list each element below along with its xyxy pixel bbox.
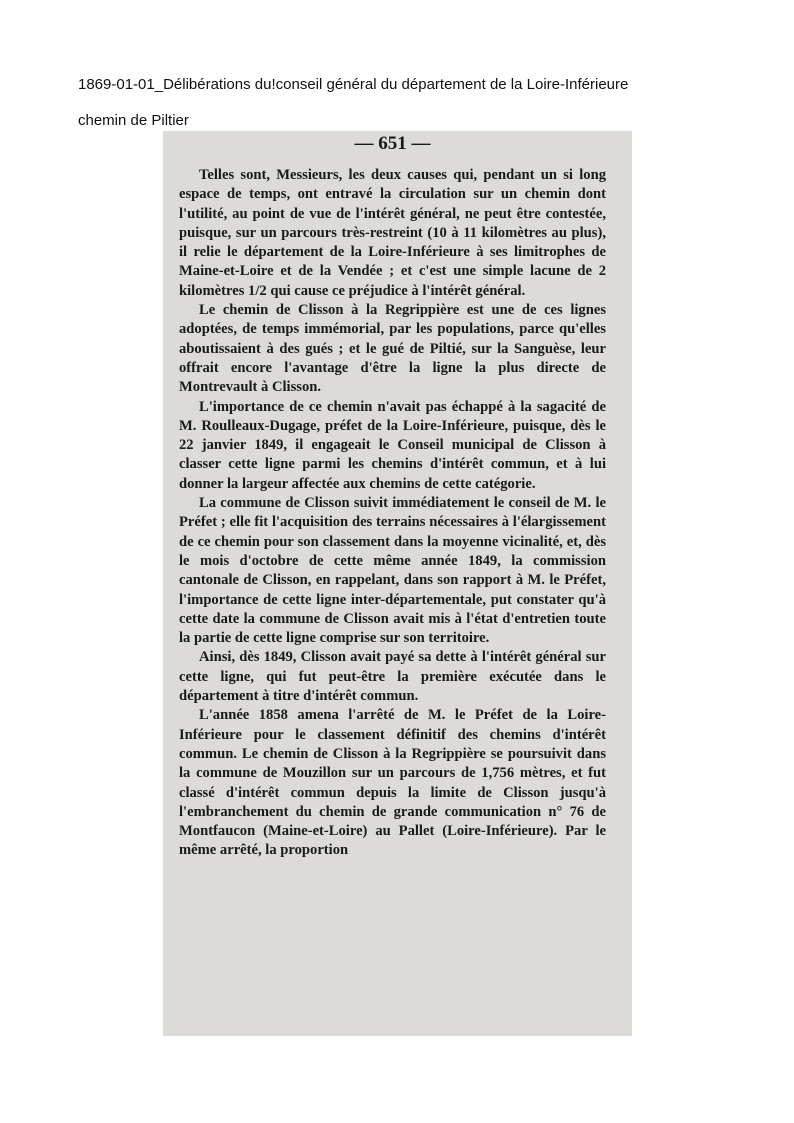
page-number: — 651 — (354, 133, 431, 154)
scanned-page (163, 131, 632, 1036)
paragraph-chemin-regrippiere: Le chemin de Clisson à la Regrippière est une de ces lignes adoptées, de temps immémorial, par les populations, parce qu'elles aboutissaient à des gués ; et le gué de Piltié, sur la Sanguèse, leur offrait encore l'avantage d'être la ligne la plus directe de Montrevault à Clisson. (179, 302, 606, 396)
paragraph-annee-1858: L'année 1858 amena l'arrêté de M. le Préfet de la Loire-Inférieure pour le classement définitif des chemins d'intérêt commun. Le chemin de Clisson à la Regrippière se poursuivit dans la commune de Mouzillon sur un parcours de 1,756 mètres, et fut classé d'intérêt commun depuis la limite de Clisson jusqu'à l'embranchement du chemin de grande communication n° 76 de Montfaucon (Maine-et-Loire) au Pallet (Loire-Inférieure). Par le même arrêté, la proportion (179, 707, 606, 859)
paragraph-importance: L'importance de ce chemin n'avait pas échappé à la sagacité de M. Roulleaux-Dugage, préfet de la Loire-Inférieure, puisque, dès le 22 janvier 1849, il engageait le Conseil municipal de Clisson à classer cette ligne parmi les chemins d'intérêt commun, et à lui donner la largeur affectée aux chemins de cette catégorie. (179, 398, 606, 492)
paragraph-commune-clisson: La commune de Clisson suivit immédiatement le conseil de M. le Préfet ; elle fit l'acquisition des terrains nécessaires à l'élargissement de ce chemin pour son classement dans la moyenne vicinalité, et, dès le mois d'octobre de cette même année 1849, la commission cantonale de Clisson, en rappelant, dans son rapport à M. le Préfet, l'importance de cette ligne inter-départementale, put constater qu'à cette date la commune de Clisson avait mis à l'état d'entretien toute la partie de cette ligne comprise sur son territoire. (179, 495, 606, 647)
paragraph-des-1849: Ainsi, dès 1849, Clisson avait payé sa dette à l'intérêt général sur cette ligne, qui fut peut-être la première exécutée dans le département à titre d'intérêt commun. (179, 649, 606, 705)
document-title: 1869-01-01_Délibérations du!conseil général du département de la Loire-Inférieure (78, 76, 629, 93)
paragraph-causes: Telles sont, Messieurs, les deux causes qui, pendant un si long espace de temps, ont entravé la circulation sur un chemin dont l'utilité, au point de vue de l'intérêt général, ne peut être contestée, puisque, sur un parcours très-restreint (10 à 11 kilomètres au plus), il relie le département de la Loire-Inférieure à ses limitrophes de Maine-et-Loire et de la Vendée ; et c'est une simple lacune de 2 kilomètres 1/2 qui cause ce préjudice à l'intérêt général. (179, 167, 606, 299)
document-subtitle: chemin de Piltier (78, 112, 189, 129)
